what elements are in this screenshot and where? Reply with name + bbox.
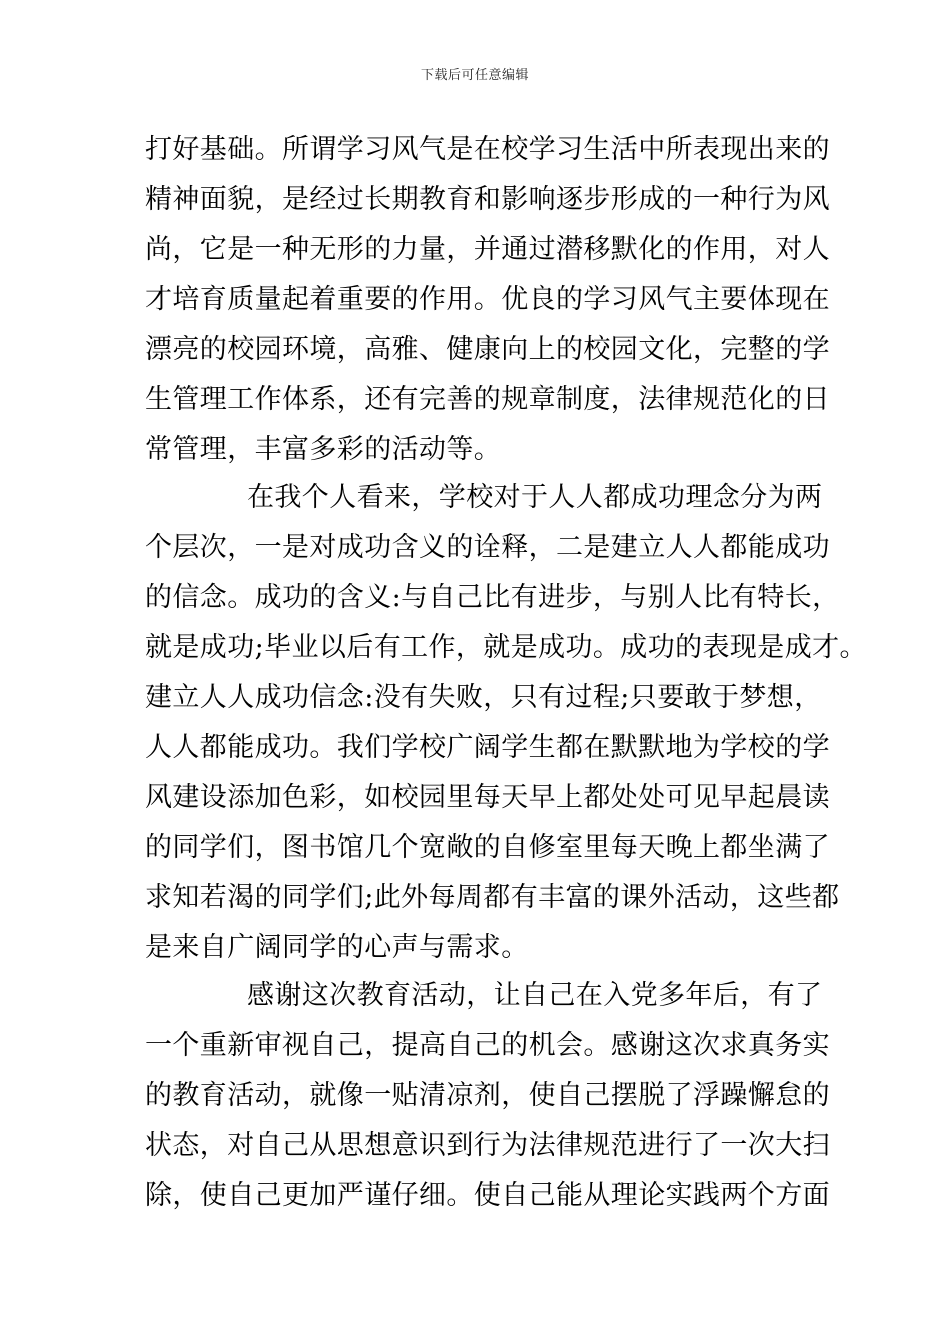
body-line: 才培育质量起着重要的作用。优良的学习风气主要体现在 — [145, 284, 830, 315]
body-line: 求知若渴的同学们;此外每周都有丰富的课外活动，这些都 — [145, 882, 840, 913]
body-line: 是来自广阔同学的心声与需求。 — [145, 932, 529, 963]
body-line: 的教育活动，就像一贴清凉剂，使自己摆脱了浮躁懈怠的 — [145, 1080, 830, 1111]
body-line: 漂亮的校园环境，高雅、健康向上的校园文化，完整的学 — [145, 334, 830, 365]
body-line: 状态，对自己从思想意识到行为法律规范进行了一次大扫 — [145, 1130, 830, 1161]
body-line: 一个重新审视自己，提高自己的机会。感谢这次求真务实 — [145, 1030, 830, 1061]
body-line: 的同学们，图书馆几个宽敞的自修室里每天晚上都坐满了 — [145, 832, 830, 863]
body-line: 个层次，一是对成功含义的诠释，二是建立人人都能成功 — [145, 532, 830, 563]
body-line: 除，使自己更加严谨仔细。使自己能从理论实践两个方面 — [145, 1180, 830, 1211]
body-line: 就是成功;毕业以后有工作，就是成功。成功的表现是成才。 — [145, 632, 867, 663]
body-line: 精神面貌，是经过长期教育和影响逐步形成的一种行为风 — [145, 184, 830, 215]
body-line: 建立人人成功信念:没有失败，只有过程;只要敢于梦想， — [145, 682, 822, 713]
body-line: 打好基础。所谓学习风气是在校学习生活中所表现出来的 — [145, 134, 830, 165]
body-line: 的信念。成功的含义:与自己比有进步，与别人比有特长， — [145, 582, 840, 613]
body-line: 常管理，丰富多彩的活动等。 — [145, 434, 502, 465]
paragraph-first-line: 感谢这次教育活动，让自己在入党多年后，有了 — [247, 980, 823, 1011]
body-line: 尚，它是一种无形的力量，并通过潜移默化的作用，对人 — [145, 234, 830, 265]
page-header: 下载后可任意编辑 — [420, 68, 529, 83]
paragraph-first-line: 在我个人看来，学校对于人人都成功理念分为两 — [247, 482, 823, 513]
body-line: 人人都能成功。我们学校广阔学生都在默默地为学校的学 — [145, 732, 830, 763]
body-line: 生管理工作体系，还有完善的规章制度，法律规范化的日 — [145, 384, 830, 415]
body-line: 风建设添加色彩，如校园里每天早上都处处可见早起晨读 — [145, 782, 830, 813]
